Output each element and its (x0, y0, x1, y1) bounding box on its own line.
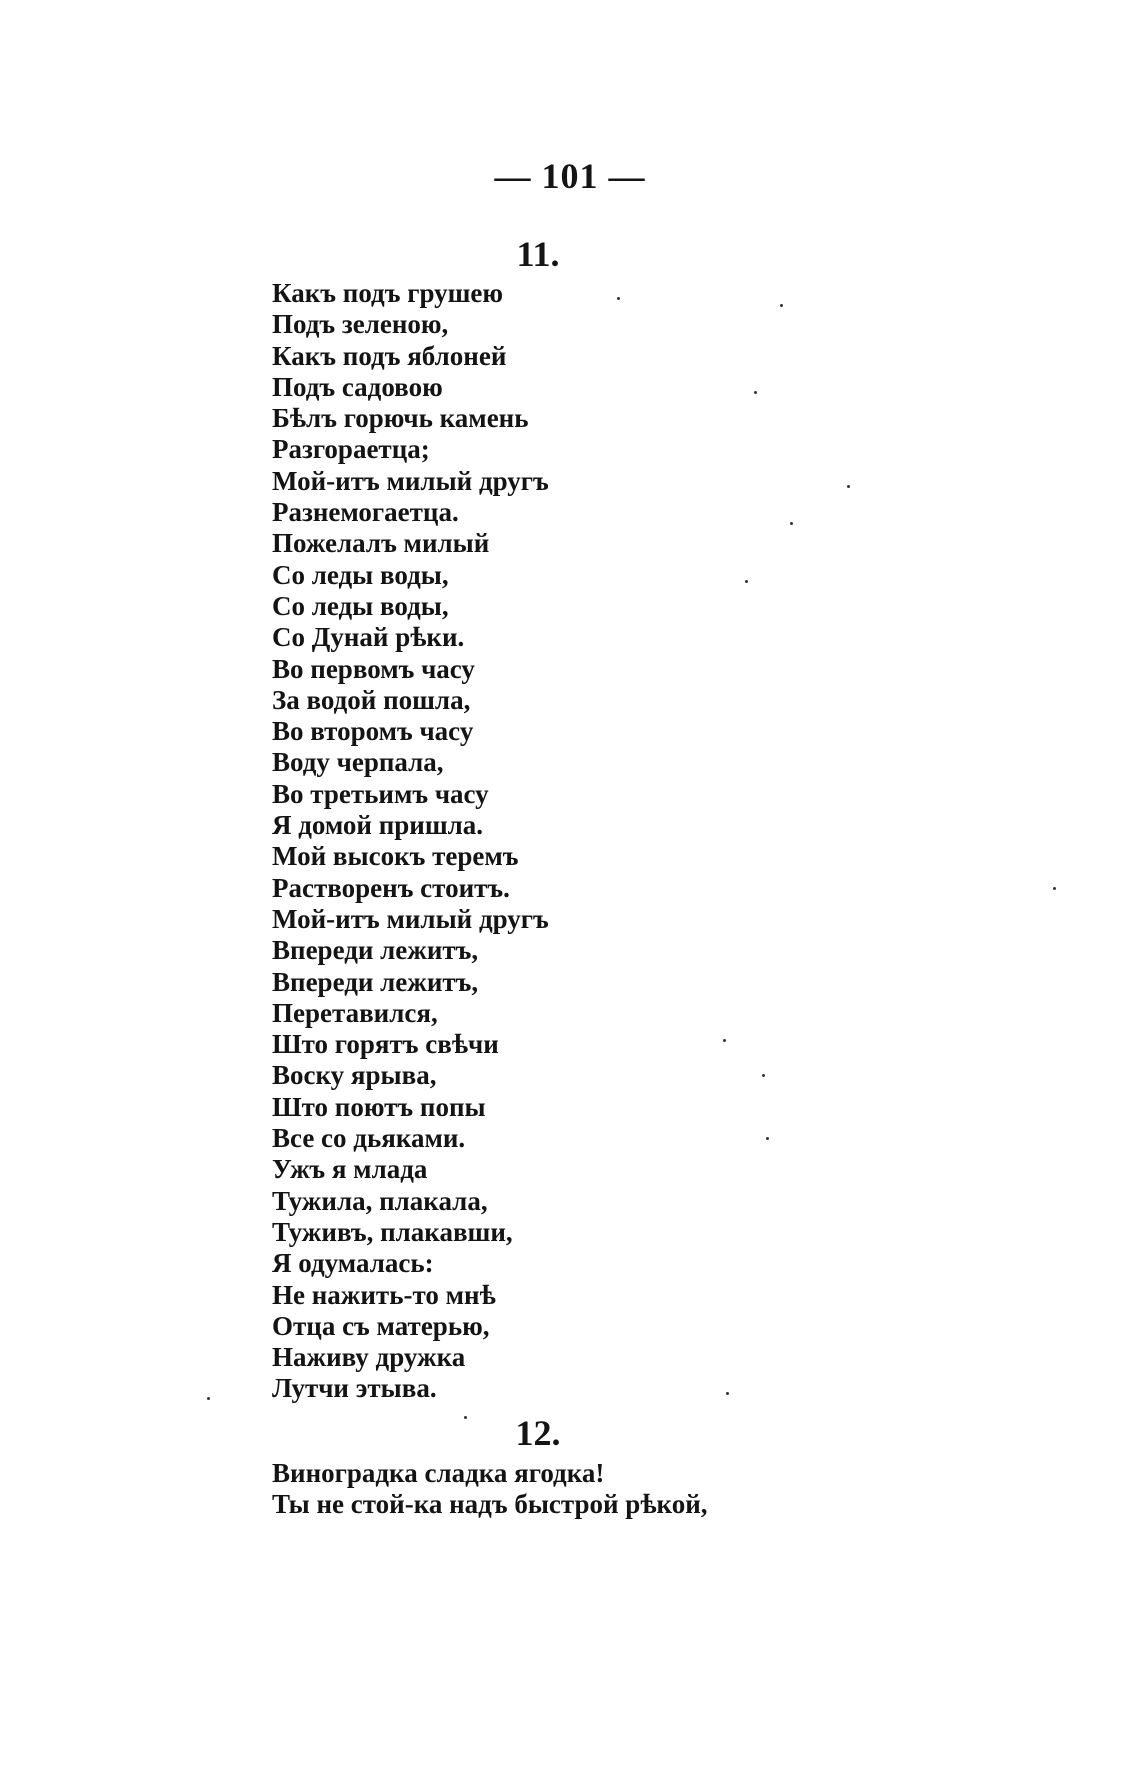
song-line: Воду черпала, (272, 747, 444, 778)
song-line: Мой высокъ теремъ (272, 841, 519, 872)
song-line: Подъ садовою (272, 371, 443, 402)
page-number: — 101 — (494, 156, 646, 196)
scan-speck (464, 1416, 467, 1419)
song-line: Во второмъ часу (272, 716, 474, 747)
song-line: Какъ подъ грушею (272, 278, 504, 308)
song-line: Пожелалъ милый (272, 528, 490, 559)
song-line: Впереди лежитъ, (272, 966, 479, 997)
song-line: Впереди лежитъ, (272, 935, 479, 966)
song-line: Со леды воды, (272, 559, 449, 590)
song-line: Што поютъ попы (272, 1091, 486, 1122)
song-line: Бѣлъ горючь камень (272, 403, 529, 434)
song-lines (272, 278, 549, 1405)
song-line: Какъ подъ яблоней (272, 340, 507, 371)
song-line: Я одумалась: (272, 1248, 434, 1279)
scan-speck (847, 485, 850, 488)
song-line: Подъ зеленою, (272, 309, 449, 340)
scan-speck (780, 304, 783, 307)
song-line: Лутчи этыва. (272, 1373, 437, 1404)
song-line: Што горятъ свѣчи (272, 1029, 499, 1060)
song-line: Мой-итъ милый другъ (272, 903, 549, 934)
song-line: Все со дьяками. (272, 1123, 466, 1154)
song-line: Воску ярыва, (272, 1060, 437, 1091)
scan-speck (766, 1137, 769, 1140)
scan-speck (207, 1397, 210, 1400)
scan-speck (790, 522, 793, 525)
scan-speck (745, 580, 748, 583)
song-line: Наживу дружка (272, 1342, 466, 1373)
song-line: Не нажить-то мнѣ (272, 1279, 496, 1310)
scan-speck (726, 1392, 729, 1395)
song-line: Растворенъ стоитъ. (272, 872, 510, 903)
song-line: Туживъ, плакавши, (272, 1216, 513, 1247)
song-number: 12. (515, 1413, 561, 1453)
song-line: Во первомъ часу (272, 653, 475, 684)
song-line: Разнемогаетца. (272, 497, 459, 528)
song-number: 11. (516, 234, 560, 274)
scan-speck (762, 1074, 765, 1077)
scan-speck (1053, 887, 1056, 890)
song-line: Мой-итъ милый другъ (272, 465, 549, 496)
scan-speck (754, 391, 757, 394)
song-line: Тужила, плакала, (272, 1185, 488, 1216)
song-line: Разгораетца; (272, 434, 430, 465)
song-line: Отца съ матерью, (272, 1310, 490, 1341)
song-line: Во третьимъ часу (272, 778, 489, 809)
scan-speck (617, 297, 620, 300)
song-line: Со леды воды, (272, 590, 449, 621)
song-line: За водой пошла, (272, 684, 471, 715)
song-line: Со Дунай рѣки. (272, 622, 465, 653)
song-line: Ужъ я млада (272, 1154, 428, 1185)
song-line: Ты не стой-ка надъ быстрой рѣкой, (272, 1489, 708, 1520)
scan-speck (723, 1039, 726, 1042)
song-line: Я домой пришла. (272, 810, 484, 841)
song-line: Виноградка сладка ягодка! (272, 1458, 605, 1488)
song-lines (272, 1458, 708, 1521)
song-line: Перетавился, (272, 997, 438, 1028)
